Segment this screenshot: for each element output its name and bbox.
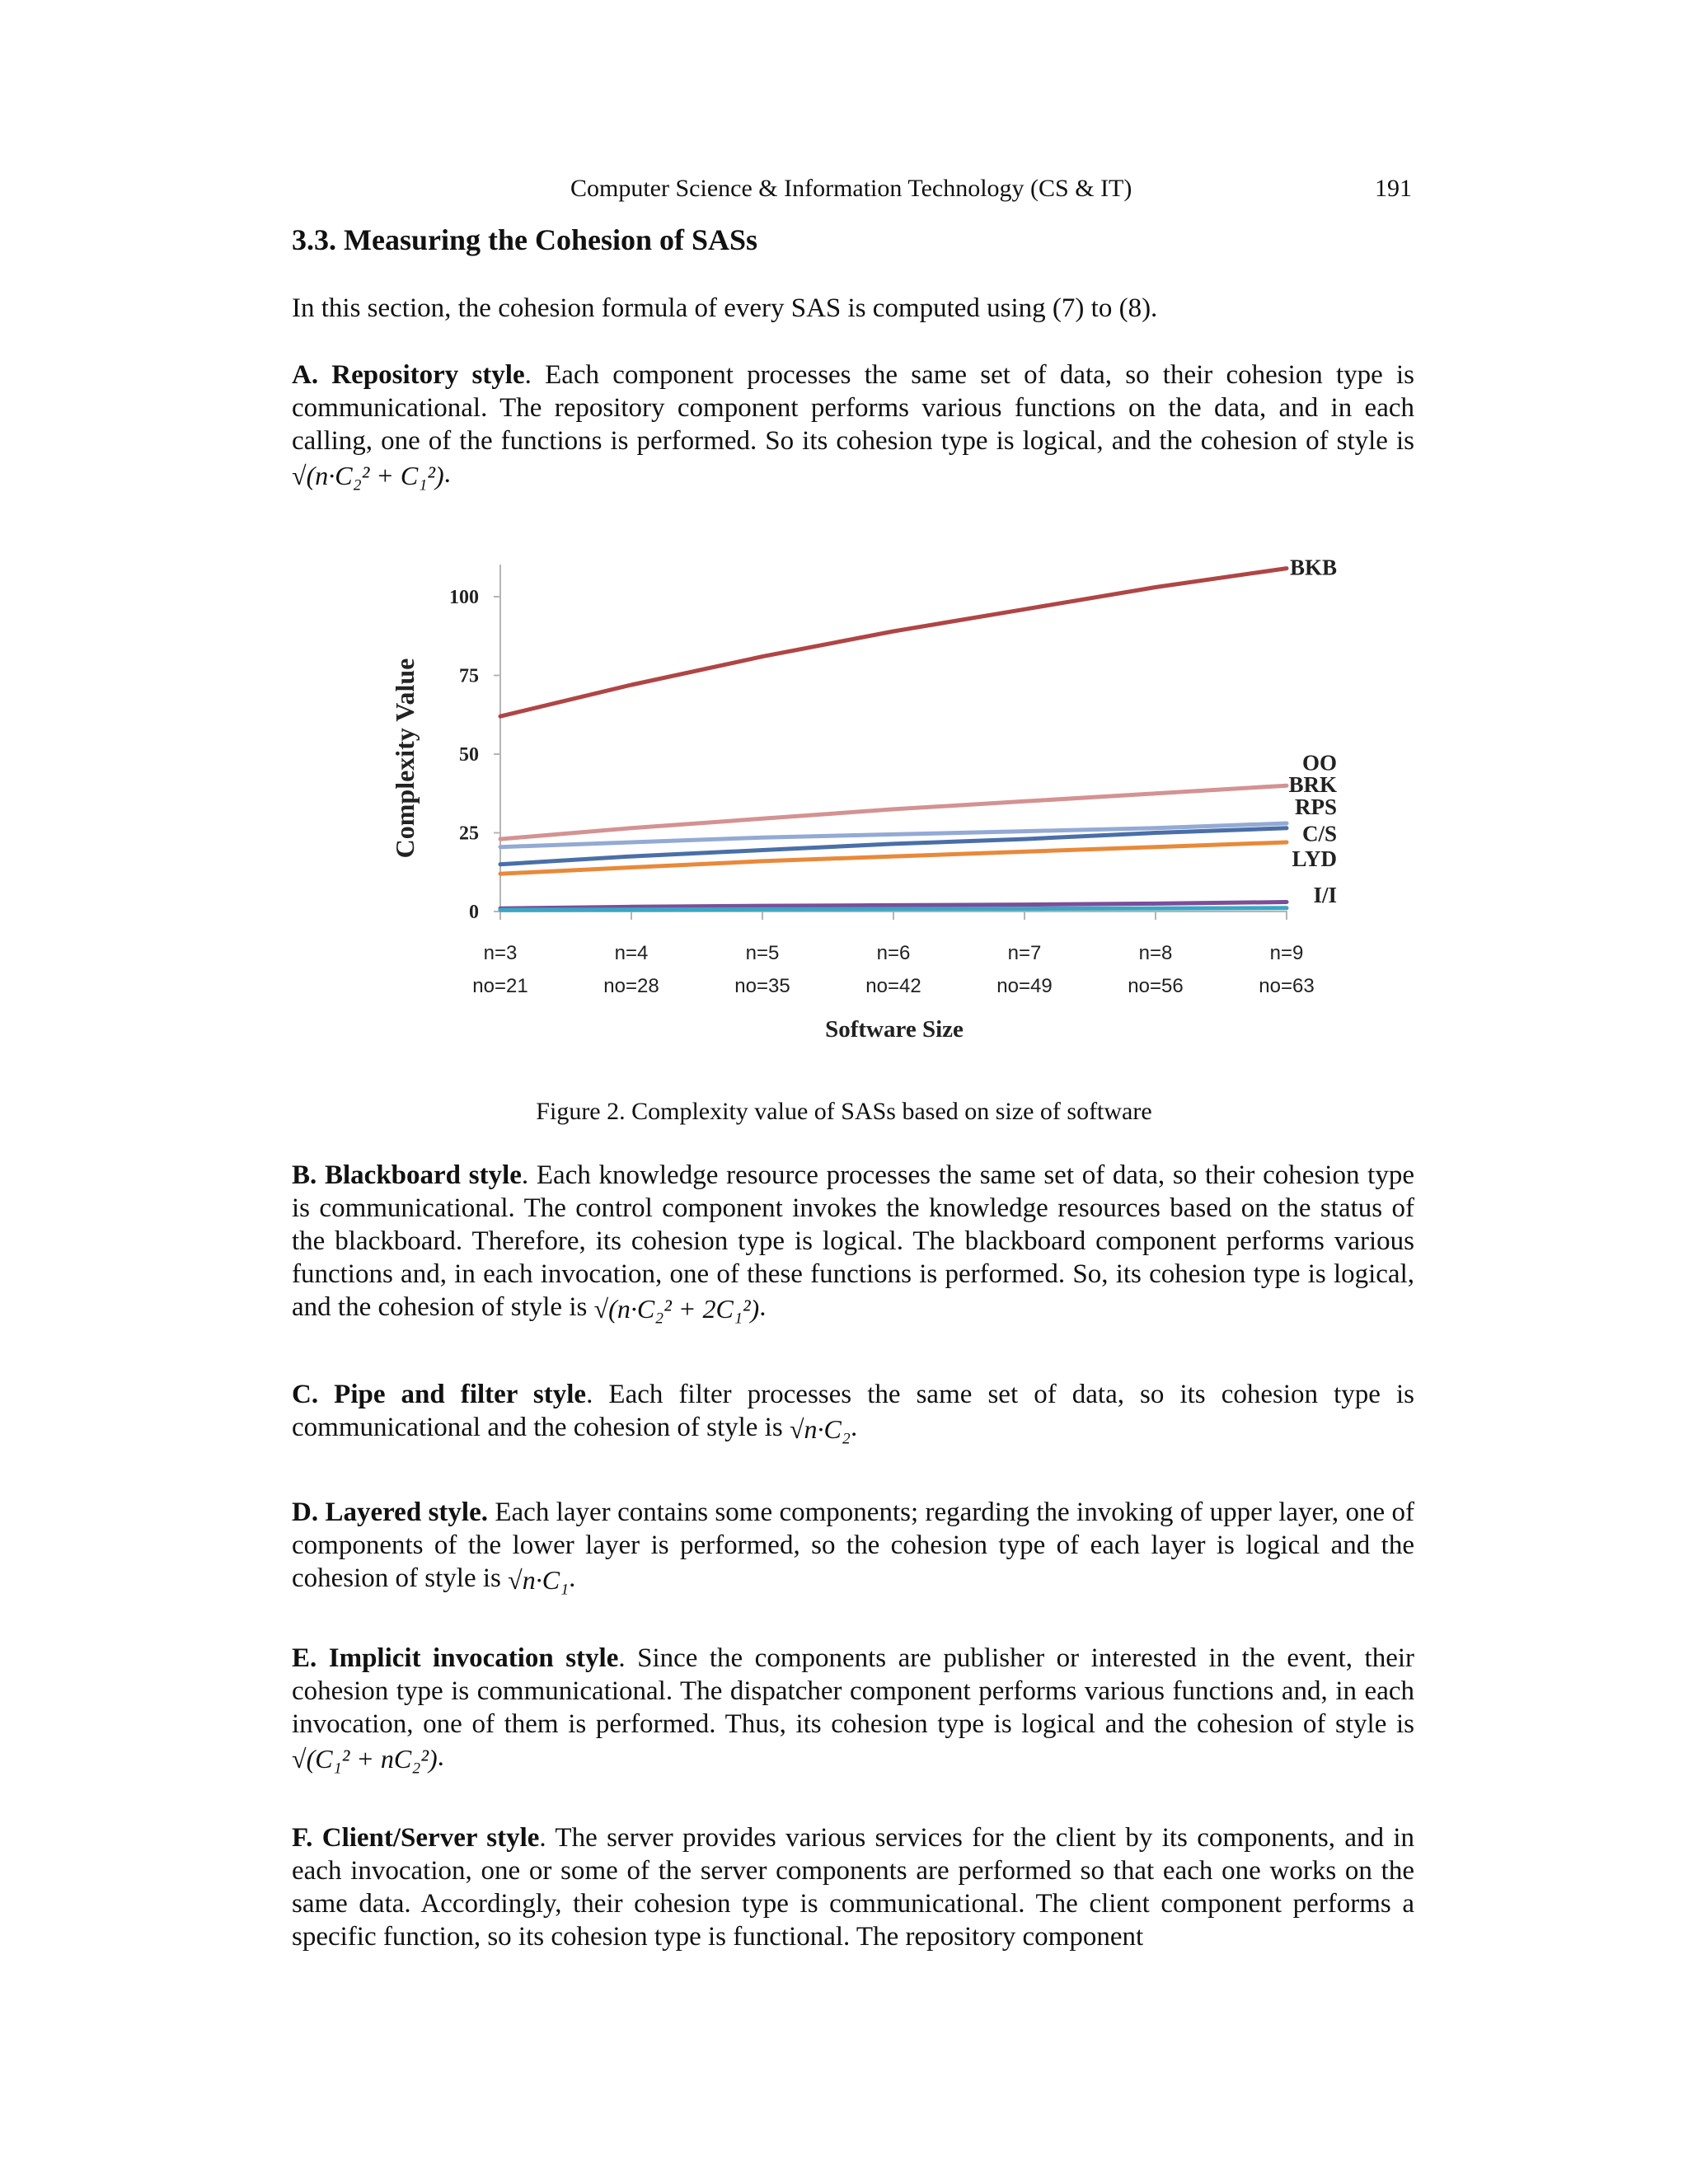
cohesion-formula: √(C₁² + nC₂²) [292,1744,438,1774]
complexity-chart [371,544,1360,1055]
paragraph-lead: E. Implicit invocation style [292,1643,619,1673]
series-label: OO [1301,750,1337,776]
paragraph-blackboard [292,1159,1414,1325]
series-line-i-i [500,908,1287,910]
x-tick-label-no: no=49 [996,975,1053,997]
cohesion-formula: √n·C₂ [789,1414,851,1445]
series-label: LYD [1292,846,1337,871]
x-tick-label-no: no=63 [1259,975,1315,997]
x-tick-label-n: n=6 [876,942,911,964]
series-label: RPS [1294,794,1337,819]
series-lines [500,569,1287,911]
series-label: C/S [1301,821,1337,846]
y-tick-label: 25 [459,823,479,845]
paragraph-lead: B. Blackboard style [292,1160,522,1190]
series-line-bkb [500,569,1287,717]
x-tick-label-n: n=4 [614,942,649,964]
paragraph-end: . [443,459,451,489]
paragraph-pipe-filter [292,1378,1414,1446]
line-chart-svg [371,544,1360,1055]
x-tick-label-no: no=35 [734,975,790,997]
paragraph-layered [292,1496,1414,1596]
paragraph-end: . [437,1742,444,1772]
paragraph-lead: A. Repository style [292,360,525,390]
series-label: BRK [1288,772,1337,798]
section-title: 3.3. Measuring the Cohesion of SASs [292,223,758,256]
x-tick-label-no: no=56 [1128,975,1184,997]
paragraph-body: . Since the components are publisher or interested in the event, their cohesion type is communicational. The dispatcher component performs various functions and, in each invocation, one of them is performed. Thus, its cohesion type is logical and the cohesion of style is [292,1643,1415,1739]
x-tick-label-no: no=42 [865,975,921,997]
paragraph-lead: C. Pipe and filter style [292,1380,587,1409]
cohesion-formula: √(n·C₂² + 2C₁²) [593,1294,760,1324]
journal-name: Computer Science & Information Technology (CS & IT) [570,175,1132,202]
x-tick-label-n: n=8 [1138,942,1173,964]
paragraph-end: . [850,1413,858,1442]
paragraph-lead: D. Layered style. [292,1497,488,1527]
paragraph-implicit-invocation [292,1642,1414,1775]
y-tick-label: 0 [469,902,479,923]
x-tick-label-n: n=5 [745,942,780,964]
cohesion-formula: √n·C₁ [508,1565,570,1596]
paragraph-body: . The server provides various services for the client by its components, and in each invocation, one or some of the server components are performed so that each one works on the same data. Accordingly, their cohesion type is communicational. The client component performs a specific function, so its cohesion type is functional. The repository component [292,1823,1415,1952]
x-tick-label-n: n=9 [1269,942,1304,964]
y-tick-label: 50 [459,744,479,766]
series-labels [1288,555,1337,907]
x-tick-label-n: n=7 [1007,942,1042,964]
paragraph-repository [292,359,1414,492]
paragraph-end: . [759,1292,767,1322]
y-tick-label: 75 [459,665,479,687]
paragraph-client-server [292,1821,1414,1953]
y-tick-label: 100 [449,587,479,608]
paragraph-body: . Each knowledge resource processes the same set of data, so their cohesion type is communicational. The control component invokes the knowledge resources based on the status of the blackboard. Therefore, its cohesion type is logical. The blackboard component performs various functions and, in each invocation, one of these functions is performed. So, its cohesion type is logical, and the cohesion of style is [292,1160,1414,1322]
series-label: BKB [1289,555,1337,580]
y-axis-title: Complexity Value [390,658,420,859]
intro-paragraph: In this section, the cohesion formula of every SAS is computed using (7) to (8). [292,293,1158,323]
x-tick-label-no: no=28 [603,975,659,997]
paragraph-body: Each layer contains some components; regarding the invoking of upper layer, one of components of the lower layer is performed, so the cohesion type of each layer is logical and the cohesion of style is [292,1497,1415,1593]
x-tick-label-n: n=3 [483,942,518,964]
x-tick-label-no: no=21 [472,975,528,997]
paragraph-body: . Each filter processes the same set of data, so its cohesion type is communicational and the cohesion of style is [292,1380,1415,1442]
series-label: I/I [1313,882,1337,907]
paragraph-body: . Each component processes the same set of data, so their cohesion type is communicational. The repository component performs various functions on the data, and in each calling, one of the functions is performed. So its cohesion type is logical, and the cohesion of style is [292,360,1414,456]
figure-caption: Figure 2. Complexity value of SASs based on size of software [536,1098,1152,1125]
x-axis-title: Software Size [825,1016,964,1043]
paragraph-end: . [569,1563,576,1593]
page-number: 191 [1375,175,1412,202]
running-header [0,175,1688,208]
paragraph-lead: F. Client/Server style [292,1823,540,1853]
cohesion-formula: √(n·C₂² + C₁²) [292,461,444,491]
